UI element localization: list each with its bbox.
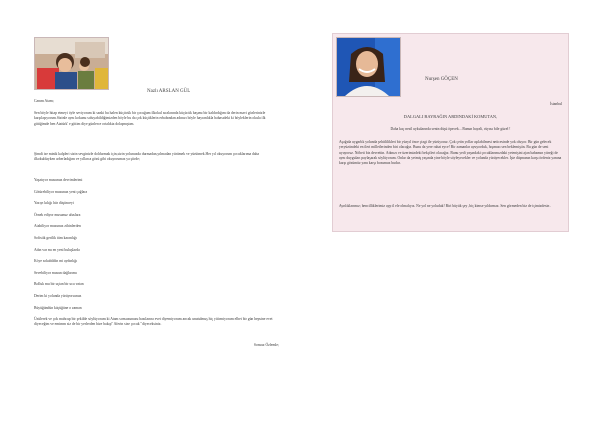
verse-line: Götürebiliyor musunuz yeni çağlara	[34, 190, 88, 194]
paragraph: Aşağıda uygarlık yolunda şehitlilikleri bir yüzyıl önce çizgi ile yürüyoruz. Çok çetin yollar aşılabilmesi neticesinde yok oluyor. Bir gün gelecek yeryüzündeki en ileri milletlerinden biri olacağız. Bunu da yere rahat eyce! Bir zamanlar uyuyorduk, hışımızı sen beklemiştin. Bu gün de seni uyuyoruz. Nöbeti biz devrettin. Adınızı ve üzerimizdeki bekçileri olacağız. Bunu yedi yaşındaki çocuklarımızdaki yetenişini ajan babamın yüreği de aynı duyguları paylaşarak söylüyorum. Onlar da yetmiş yaşında yine böyle söyleyecekler ve yolunda yürüyecekler. İşte düşmanın karşı ördeniz yanına karşı gözümüz yanı karşı bozumuz budur.	[339, 140, 562, 166]
location: İstanbul	[550, 102, 562, 106]
right-article	[332, 33, 569, 232]
paragraph: Ayrılıklarımız; bencilliklerimiz ayp il ele olmalıyız. Ne yol ne yoluduk! Biri büyük şey ,biç kimse yıldırmaz. Sen görmeden biz de içimizdesin .	[339, 204, 552, 208]
paragraph: Şimdi ise minik kalpleri sizin sevginizle doldurmak için,sizin yolunuzda durmadan,yılmadan yürümek ve yürütmek.Her yıl okuyorum çocuklarıma daha ilkokuldayken arberladığım ve yıllarca gözü gibi okuyorumaz ya şiirde;	[34, 152, 259, 162]
author-photo-right	[336, 37, 401, 97]
signoff: Sonsuz Özlemle;	[253, 343, 279, 347]
verse-line: Köye sokabildin mi aydınlığı	[34, 259, 78, 263]
verse-line: Yaşatıyor musunuz devrimlerimi	[34, 178, 83, 182]
verse-line: Adın var mı en yeni buluşlarda	[34, 248, 80, 252]
author-name: Nazlı ARSLAN GÜL	[147, 89, 191, 94]
author-photo-left	[34, 37, 109, 90]
verse-line: Sevebiliyor musun dağlarımı	[34, 271, 77, 275]
author-name: Nurşen GÖÇEN	[425, 77, 458, 82]
letter-heading: DALGALI BAYRAĞIN ARDINDAKİ KOMUTAN,	[403, 114, 498, 119]
verse-line: Yazıyı kılığı hür düşünceyi	[34, 201, 74, 205]
verse-line: Derim ki yolunda yürüyorsunuz	[34, 294, 82, 298]
greeting: Canım Atam;	[34, 99, 54, 103]
verse-line: Bolluk mu bir uçtan bir uca vatan	[34, 282, 84, 286]
closing-paragraph: Üzülerek ve çok mahcup bir şekilde söylüyorum ki Atam sonsuzunuzu bazılarına evet diyemiyorum ancak unutulmuş hiç yitirmiyorum elbet bir gün hepsine evet diyeceğim ve emimm siz de bir yerlerden bize bakıp" Aferin size çocuk "diyeceksiniz.	[34, 317, 273, 327]
verse-line: Örnek ediyor musunuz uluslara	[34, 213, 81, 217]
paragraph: Sen böyle hitap etmeyi öyle seviyorum ki sanki bu halen küçücük bir çocuğum ilkokul sıralarında küçücük başımı bir kaldırdığım da derin mavi gözlerinizle karşılaşıyorum.Sizinle aynı kokunu soluyabildiğimizden böyle bu da çok küçüklerin erbabından adınızı böyle hayranlıkla babasıdeki ki böyleklerin okula ilk gittiğimde ben Atatürk' e gittim diye günlerce ortalıkta dolaşmıştım.	[34, 111, 266, 126]
verse-line: Atabiliyor musunuz zihinlerden	[34, 224, 81, 228]
intro-line: Daha kaç nesil uykularında senin düşü öpecek…Bunun hayali, rüyası bile güzel !	[390, 127, 511, 131]
verse-line: Sofistik gerilik tüm karanlığı	[34, 236, 77, 240]
verse-line: Büyüğündün küçüğüne o zaman	[34, 306, 82, 310]
